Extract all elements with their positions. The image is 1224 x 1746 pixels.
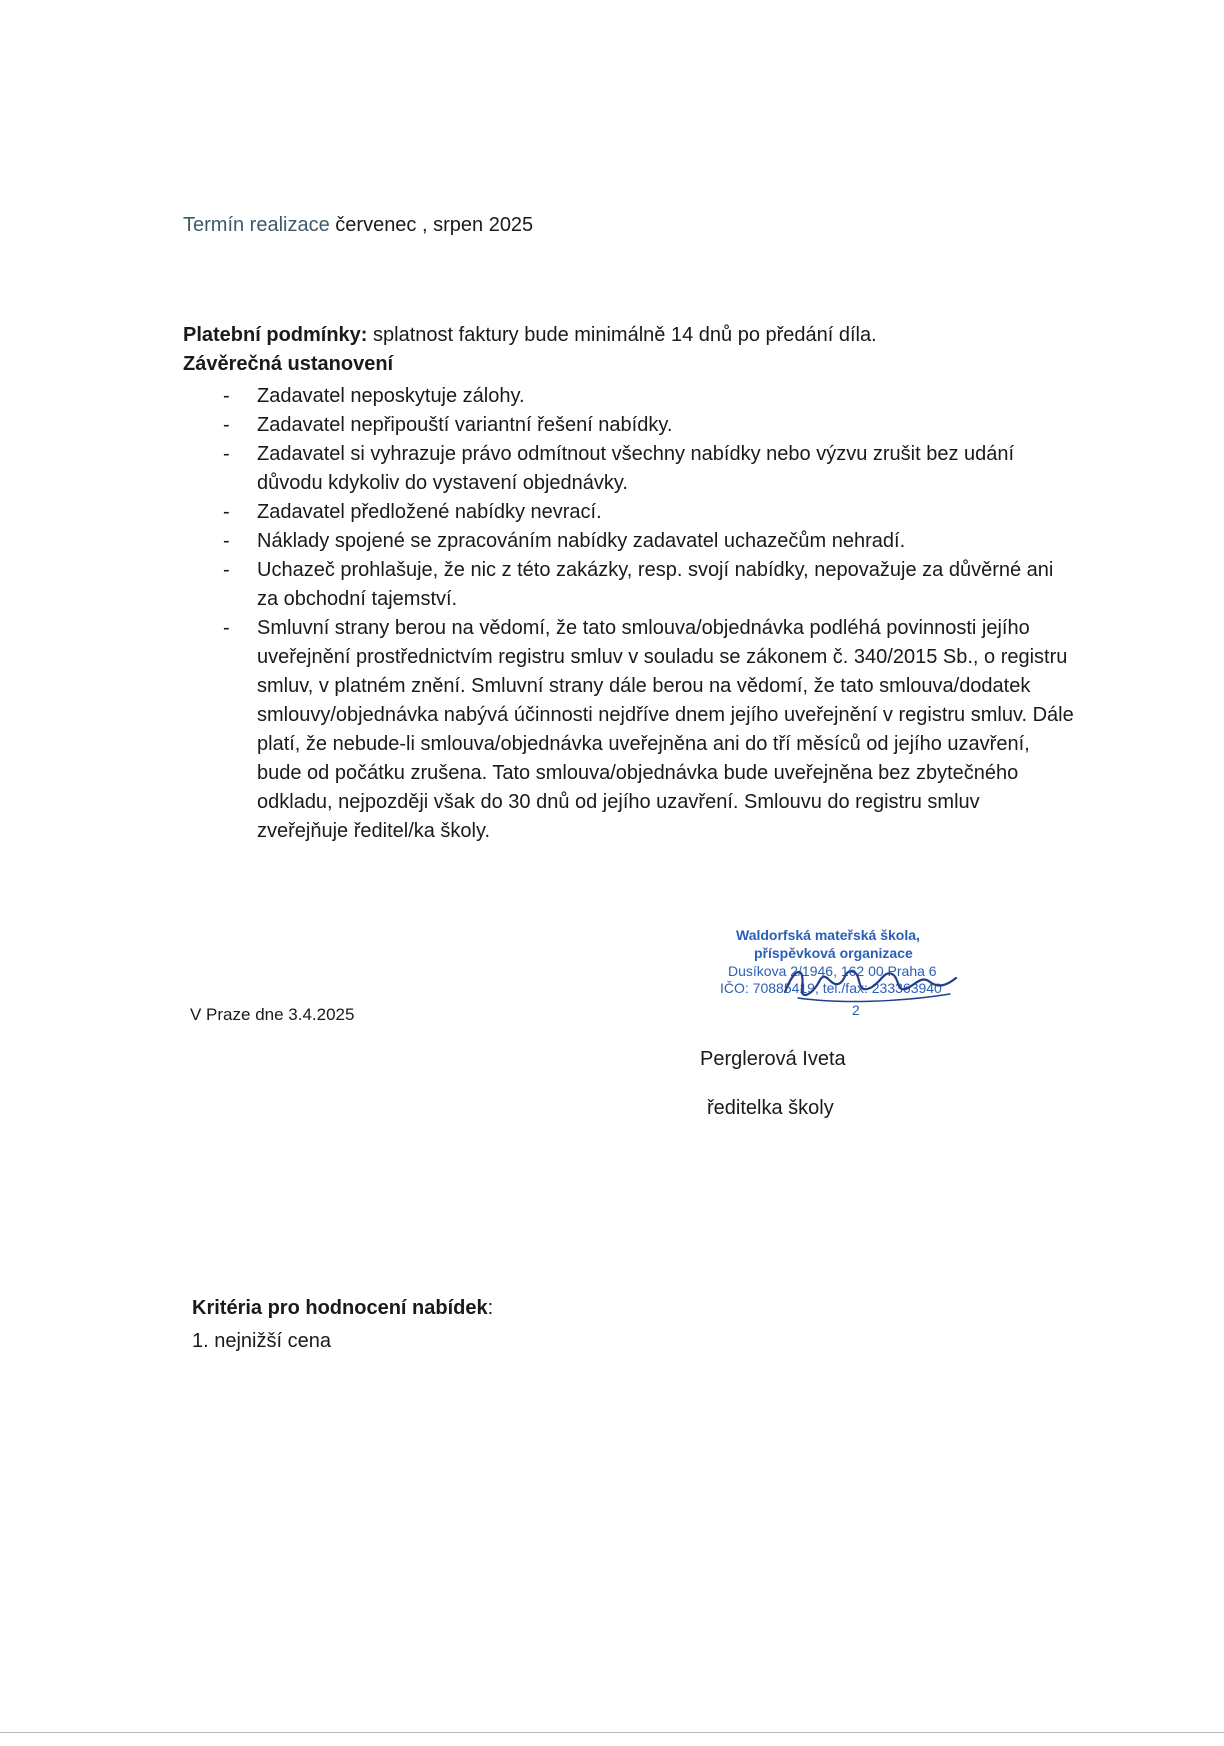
closing-provisions-heading: Závěrečná ustanovení — [183, 353, 394, 375]
bullet-dash: - — [223, 530, 230, 552]
list-item: - Smluvní strany berou na vědomí, že tato smlouva/objednávka podléhá povinnosti jejího uveřejnění prostřednictvím registru smluv v souladu se zákonem č. 340/2015 Sb., o registru smluv, v platném znění. Smluvní strany dále berou na vědomí, že tato smlouva/dodatek smlouvy/objednávka nabývá účinnosti nejdříve dnem jejího uveřejnění v registru smluv. Dále platí, že nebude-li smlouva/objednávka uveřejněna ani do tří měsíců od jejího uzavření, bude od počátku zrušena. Tato smlouva/objednávka bude uveřejněna bez zbytečného odkladu, nejpozději však do 30 dnů od jejího uzavření. Smlouvu do registru smluv zveřejňuje ředitel/ka školy. — [215, 614, 1075, 846]
bullet-dash: - — [223, 501, 230, 523]
bullet-dash: - — [223, 385, 230, 407]
stamp-line: 2 — [852, 1002, 860, 1018]
list-item: - Zadavatel předložené nabídky nevrací. — [215, 498, 1075, 527]
signer-title: ředitelka školy — [707, 1097, 834, 1119]
bullet-dash: - — [223, 414, 230, 436]
list-item: - Uchazeč prohlašuje, že nic z této zakázky, resp. svojí nabídky, nepovažuje za důvěrné ani za obchodní tajemství. — [215, 556, 1075, 614]
signer-name: Perglerová Iveta — [700, 1048, 846, 1070]
stamp-line: příspěvková organizace — [754, 945, 913, 961]
payment-terms-text: splatnost faktury bude minimálně 14 dnů po předání díla. — [373, 324, 877, 346]
stamp-line: Dusíkova 2/1946, 162 00 Praha 6 — [728, 963, 937, 979]
criteria-item: 1. nejnižší cena — [192, 1330, 331, 1352]
place-and-date: V Praze dne 3.4.2025 — [190, 1005, 355, 1024]
list-item: - Zadavatel nepřipouští variantní řešení nabídky. — [215, 411, 1075, 440]
stamp-line: Waldorfská mateřská škola, — [736, 927, 920, 943]
scan-edge-line — [0, 1732, 1224, 1733]
list-item: - Zadavatel si vyhrazuje právo odmítnout všechny nabídky nebo výzvu zrušit bez udání důvodu kdykoliv do vystavení objednávky. — [215, 440, 1075, 498]
realization-term-value: červenec , srpen 2025 — [335, 214, 534, 236]
stamp-line: IČO: 70885419, tel./fax: 233363940 — [720, 980, 942, 996]
closing-provisions-list — [215, 382, 1075, 846]
bullet-dash: - — [223, 559, 230, 581]
realization-term-label: Termín realizace — [183, 214, 330, 236]
handwritten-signature — [780, 958, 960, 1008]
payment-terms — [183, 324, 877, 347]
list-item: - Náklady spojené se zpracováním nabídky zadavatel uchazečům nehradí. — [215, 527, 1075, 556]
criteria-heading — [192, 1297, 493, 1320]
bullet-dash: - — [223, 617, 230, 639]
list-item: - Zadavatel neposkytuje zálohy. — [215, 382, 1075, 411]
bullet-dash: - — [223, 443, 230, 465]
realization-term — [183, 214, 533, 237]
criteria-heading-text: Kritéria pro hodnocení nabídek — [192, 1297, 488, 1319]
payment-terms-label: Platební podmínky: — [183, 324, 368, 346]
criteria-heading-colon: : — [487, 1297, 494, 1319]
